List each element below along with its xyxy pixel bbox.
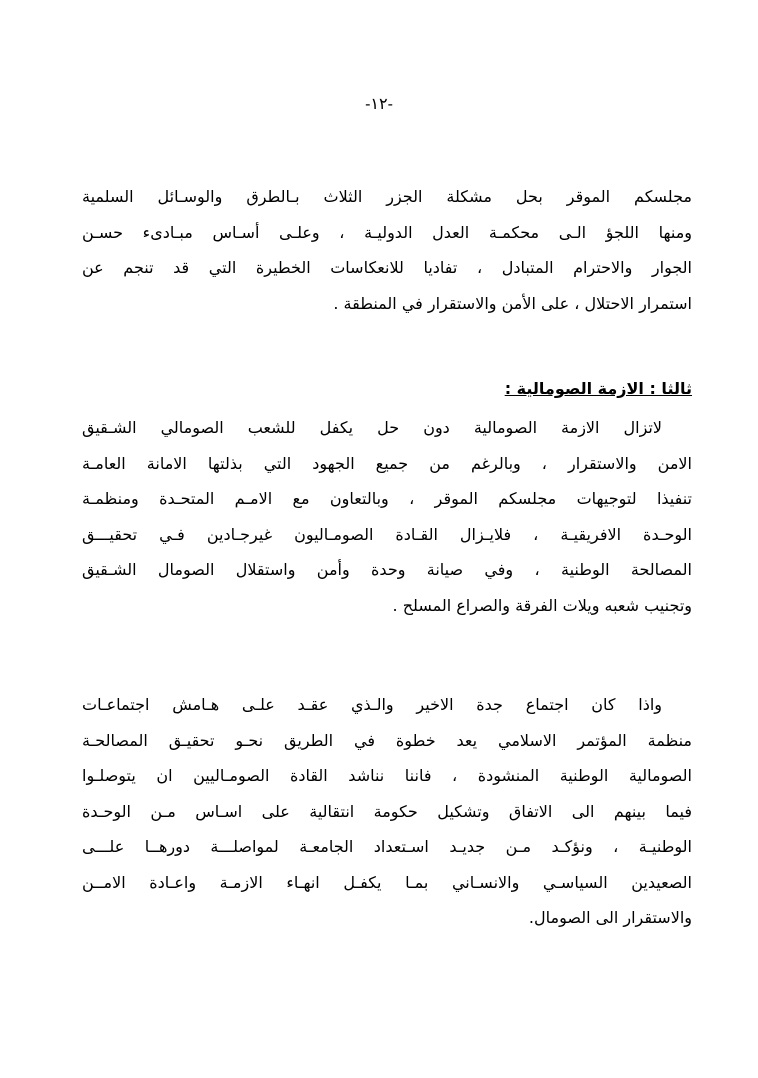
paragraph-1 xyxy=(82,179,692,321)
text-line: الجوار والاحترام المتبادل ، تفاديا للانعكاسات الخطيرة التي قد تنجم عن xyxy=(82,258,692,277)
section-heading-block xyxy=(82,371,692,406)
text-line: وتجنيب شعبه ويلات الفرقة والصراع المسلح . xyxy=(392,595,692,615)
text-line: لاتزال الازمة الصومالية دون حل يكفل للشعب الصومالي الشـقيق xyxy=(82,418,662,437)
text-line: والاستقرار الى الصومال. xyxy=(528,908,692,927)
text-line: الصعيدين السياسـي والانسـاني بمـا يكفـل انهـاء الازمـة واعـادة الامــن xyxy=(82,872,692,892)
section-heading: ثالثا : الازمة الصومالية : xyxy=(504,379,692,398)
text-line: مجلسكم الموقر بحل مشكلة الجزر الثلاث بـالطرق والوسـائل السلمية xyxy=(82,187,692,206)
text-line: منظمة المؤتمر الاسلامي يعد خطوة في الطريق نحـو تحقيـق المصالحـة xyxy=(82,730,692,750)
text-line: استمرار الاحتلال ، على الأمن والاستقرار في المنطقة . xyxy=(333,293,692,313)
paragraph-3 xyxy=(82,687,692,936)
text-line: واذا كان اجتماع جدة الاخير والـذي عقـد علـى هـامش اجتماعـات xyxy=(82,695,662,714)
text-line: الوحـدة الافريقيـة ، فلايـزال القـادة الصومـاليون غيرجـادين فـي تحقيـــق xyxy=(82,524,692,544)
text-line: الوطنيـة ، ونؤكـد مـن جديـد اسـتعداد الجامعـة لمواصلـــة دورهــا علـــى xyxy=(82,837,692,856)
text-line: المصالحة الوطنية ، وفي صيانة وحدة وأمن واستقلال الصومال الشـقيق xyxy=(82,560,692,579)
text-line: الامن والاستقرار ، وبالرغم من جميع الجهود التي بذلتها الامانة العامـة xyxy=(82,453,692,473)
text-line: تنفيذا لتوجيهات مجلسكم الموقر ، وبالتعاون مع الامـم المتحـدة ومنظمـة xyxy=(82,489,692,508)
text-line: ومنها اللجؤ الـى محكمـة العدل الدوليـة ، وعلـى أسـاس مبـادىء حسـن xyxy=(82,222,692,242)
paragraph-2 xyxy=(82,410,692,623)
text-line: فيما بينهم الى الاتفاق وتشكيل حكومة انتقالية على اسـاس مـن الوحـدة xyxy=(82,801,692,821)
page-number: -١٢- xyxy=(365,96,393,113)
text-line: الصومالية الوطنية المنشودة ، فاننا نناشد القادة الصومـاليين ان يتوصلـوا xyxy=(82,766,692,785)
